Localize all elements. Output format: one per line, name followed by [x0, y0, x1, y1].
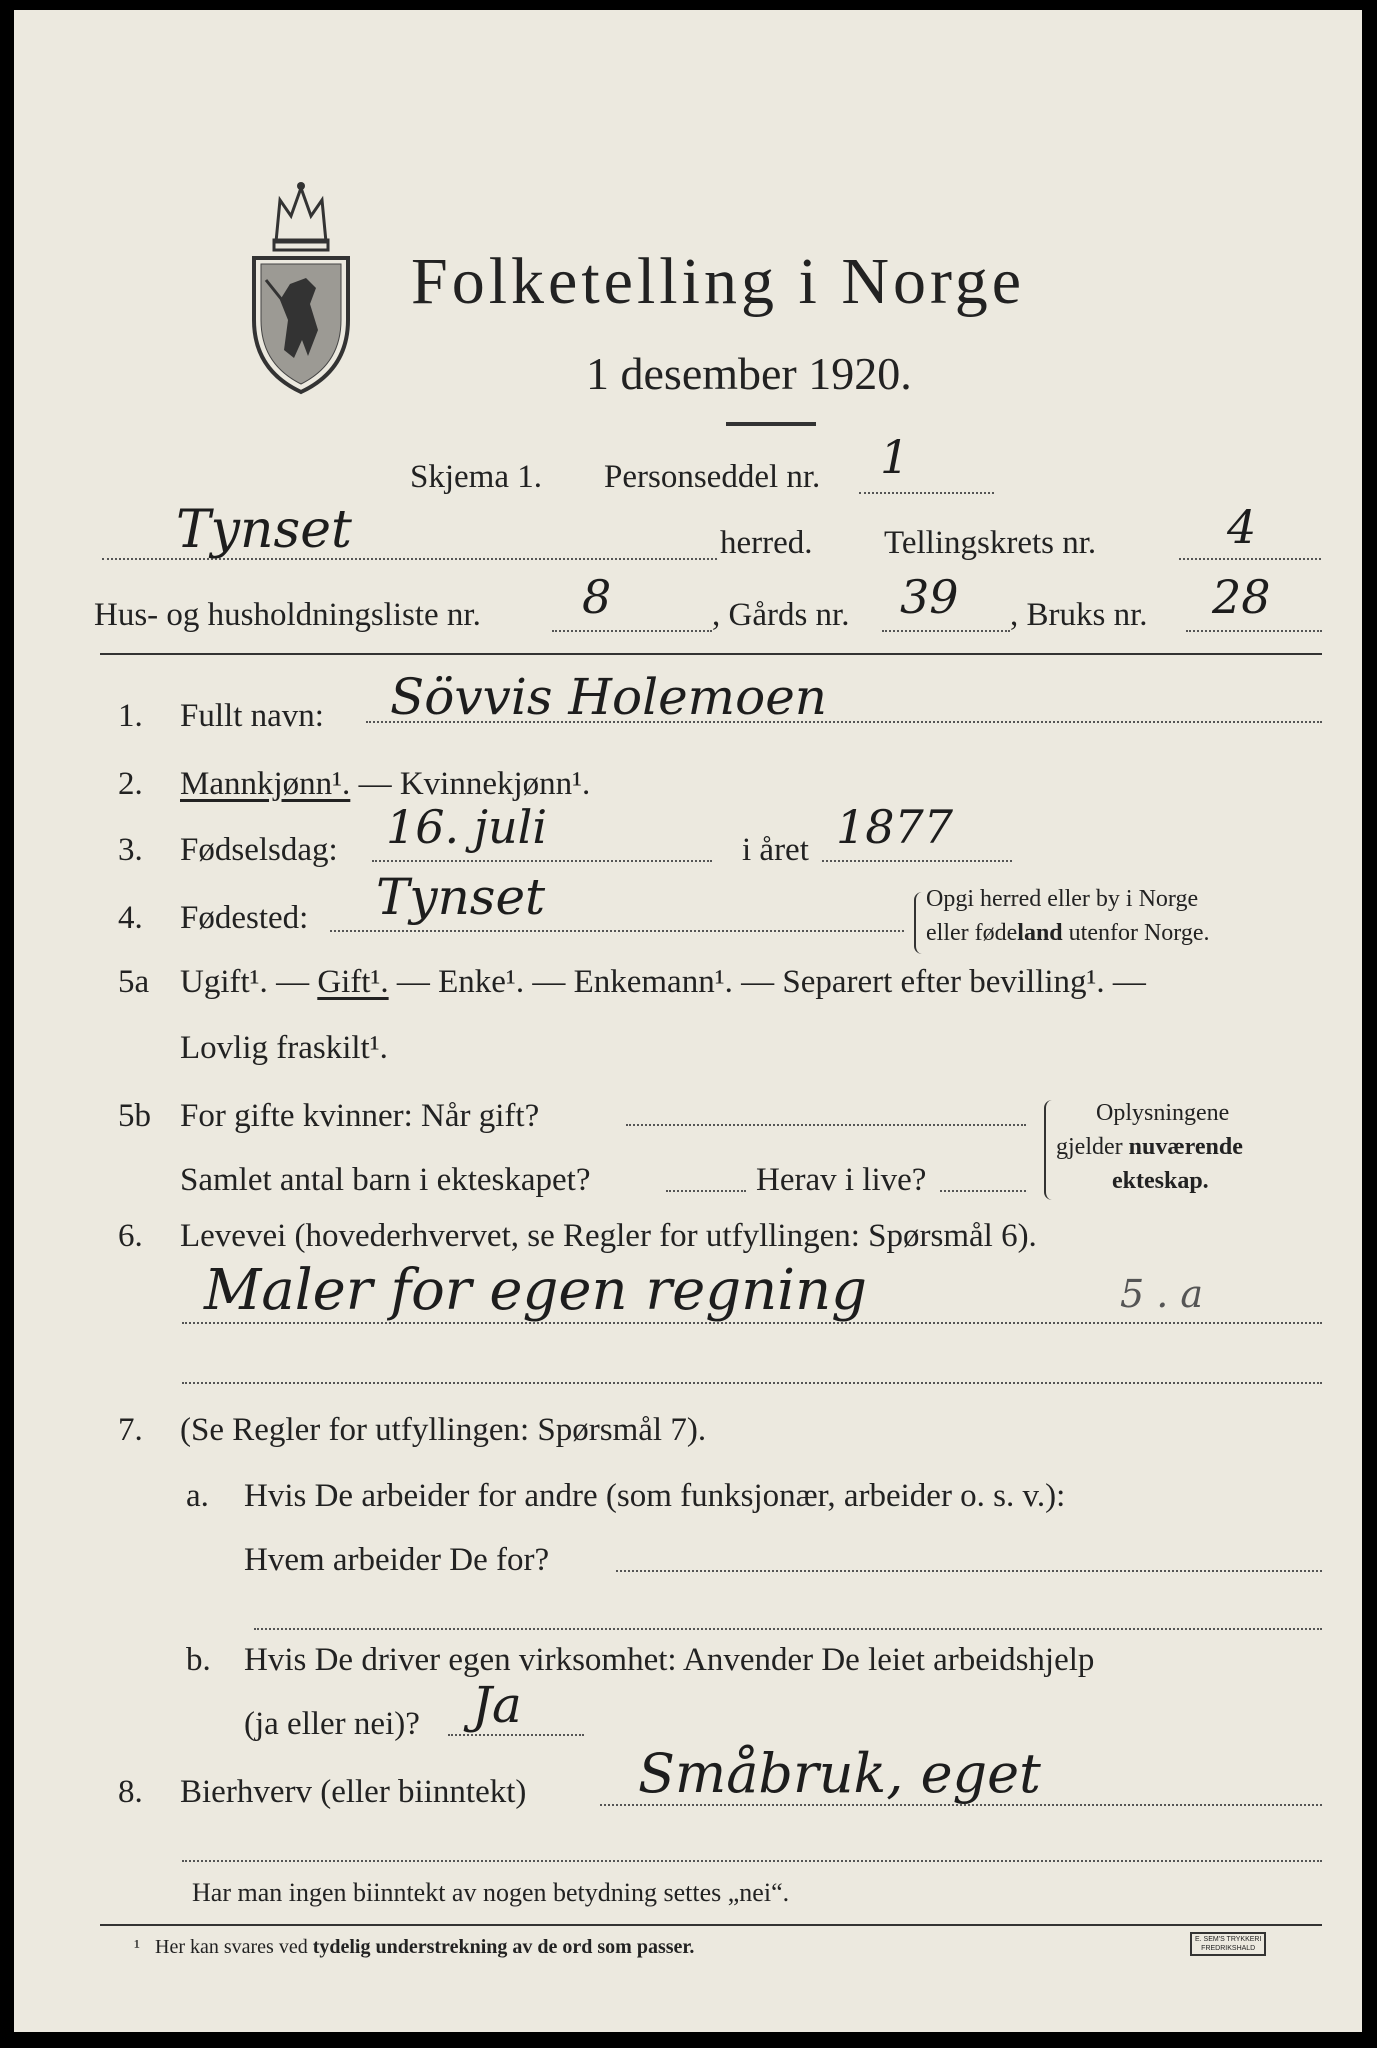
- birth-year-value: 1877: [836, 800, 954, 854]
- q5a-options: Ugift¹. — Gift¹. — Enke¹. — Enkemann¹. — Separert efter bevilling¹. —: [180, 964, 1146, 1000]
- occupation-value: Maler for egen regning: [204, 1258, 868, 1323]
- q2-number: 2.: [118, 766, 143, 802]
- q5a-line2: Lovlig fraskilt¹.: [180, 1030, 388, 1066]
- q4-note-line1: Opgi herred eller by i Norge: [926, 886, 1199, 912]
- status-ugift: Ugift¹.: [180, 964, 268, 1000]
- q6-label: Levevei (hovederhvervet, se Regler for utfyllingen: Spørsmål 6).: [180, 1218, 1037, 1254]
- q6-number: 6.: [118, 1218, 143, 1254]
- side-occupation-value: Småbruk, eget: [638, 1742, 1041, 1805]
- tellingskrets-label: Tellingskrets nr.: [884, 525, 1097, 561]
- hired-help-value: Ja: [472, 1676, 522, 1734]
- q7b-line: [448, 1734, 584, 1736]
- gards-label: , Gårds nr.: [712, 597, 850, 633]
- q7a-line: [616, 1570, 1322, 1572]
- q3-label: Fødselsdag:: [180, 832, 338, 868]
- q3-number: 3.: [118, 832, 143, 868]
- no-income-note: Har man ingen biinntekt av nogen betydning settes „nei“.: [192, 1878, 790, 1907]
- header-rule: [100, 653, 1322, 655]
- footnote: ¹ Her kan svares ved tydelig understrekning av de ord som passer.: [134, 1936, 695, 1958]
- q7b-line2: (ja eller nei)?: [244, 1706, 420, 1742]
- footer-rule: [100, 1924, 1322, 1926]
- q4-note-line2: eller fødeland utenfor Norge.: [926, 920, 1210, 946]
- census-form: [14, 10, 1362, 2032]
- q4-label: Fødested:: [180, 900, 309, 936]
- q5b-label2: Samlet antal barn i ekteskapet?: [180, 1162, 591, 1198]
- q7b-line1: Hvis De driver egen virksomhet: Anvender De leiet arbeidshjelp: [244, 1642, 1095, 1678]
- q7a-line1: Hvis De arbeider for andre (som funksjonær, arbeider o. s. v.):: [244, 1478, 1066, 1514]
- status-gift: Gift¹.: [317, 964, 389, 1000]
- q3-day-line: [372, 860, 712, 862]
- q5b-note1: Oplysningene: [1096, 1100, 1230, 1126]
- q7a-line-extra: [254, 1628, 1322, 1630]
- q5a-number: 5a: [118, 964, 150, 1000]
- herred-value: Tynset: [176, 500, 352, 560]
- birthday-value: 16. juli: [386, 800, 548, 854]
- q3-year-line: [822, 860, 1012, 862]
- form-title: Folketelling i Norge: [411, 245, 1026, 318]
- q5b-label3: Herav i live?: [756, 1162, 927, 1198]
- bruks-value: 28: [1212, 570, 1271, 624]
- q5b-label1: For gifte kvinner: Når gift?: [180, 1098, 540, 1134]
- occupation-annotation: 5 . a: [1120, 1272, 1204, 1316]
- q7-number: 7.: [118, 1412, 143, 1448]
- q3-year-label: i året: [742, 832, 809, 868]
- gards-line: [882, 630, 1010, 632]
- q1-label: Fullt navn:: [180, 698, 324, 734]
- q7a-number: a.: [186, 1478, 209, 1514]
- gender-female: Kvinnekjønn¹.: [399, 766, 591, 802]
- q5b-note3: ekteskap.: [1112, 1168, 1209, 1194]
- personseddel-line: [859, 492, 994, 494]
- q6-line2: [182, 1382, 1322, 1384]
- q8-label: Bierhverv (eller biinntekt): [180, 1774, 527, 1810]
- skjema-label: Skjema 1.: [410, 459, 542, 495]
- personseddel-label: Personseddel nr.: [604, 459, 821, 495]
- q4-brace: [914, 892, 922, 954]
- bruks-label: , Bruks nr.: [1010, 597, 1148, 633]
- husliste-line: [552, 630, 712, 632]
- herred-label: herred.: [720, 525, 813, 561]
- q4-number: 4.: [118, 900, 143, 936]
- gards-value: 39: [900, 570, 959, 624]
- personseddel-value: 1: [880, 430, 910, 484]
- printer-stamp: E. SEM'S TRYKKERI FREDRIKSHALD: [1190, 1932, 1266, 1956]
- form-date: 1 desember 1920.: [586, 348, 912, 399]
- tellingskrets-line: [1179, 558, 1321, 560]
- q7a-line2: Hvem arbeider De for?: [244, 1542, 550, 1578]
- tellingskrets-value: 4: [1227, 500, 1257, 554]
- q5b-married-line: [626, 1124, 1026, 1126]
- q5b-children-line: [666, 1190, 746, 1192]
- q8-line2: [182, 1860, 1322, 1862]
- full-name-value: Sövvis Holemoen: [390, 668, 827, 726]
- gender-male: Mannkjønn¹.: [180, 766, 351, 802]
- q8-number: 8.: [118, 1774, 143, 1810]
- birthplace-value: Tynset: [376, 868, 546, 926]
- q1-number: 1.: [118, 698, 143, 734]
- q5b-number: 5b: [118, 1098, 151, 1134]
- bruks-line: [1186, 630, 1322, 632]
- q7b-number: b.: [186, 1642, 211, 1678]
- q4-line: [330, 930, 904, 932]
- q5b-note2: gjelder nuværende: [1056, 1134, 1243, 1160]
- q5b-alive-line: [940, 1190, 1026, 1192]
- q5b-brace: [1044, 1100, 1052, 1200]
- q7-label: (Se Regler for utfyllingen: Spørsmål 7).: [180, 1412, 707, 1448]
- title-divider: [726, 422, 816, 426]
- norway-coat-of-arms-icon: [246, 180, 356, 395]
- husliste-value: 8: [582, 570, 612, 624]
- husliste-label: Hus- og husholdningsliste nr.: [94, 597, 481, 633]
- q2-gender-options: Mannkjønn¹. — Kvinnekjønn¹.: [180, 766, 591, 802]
